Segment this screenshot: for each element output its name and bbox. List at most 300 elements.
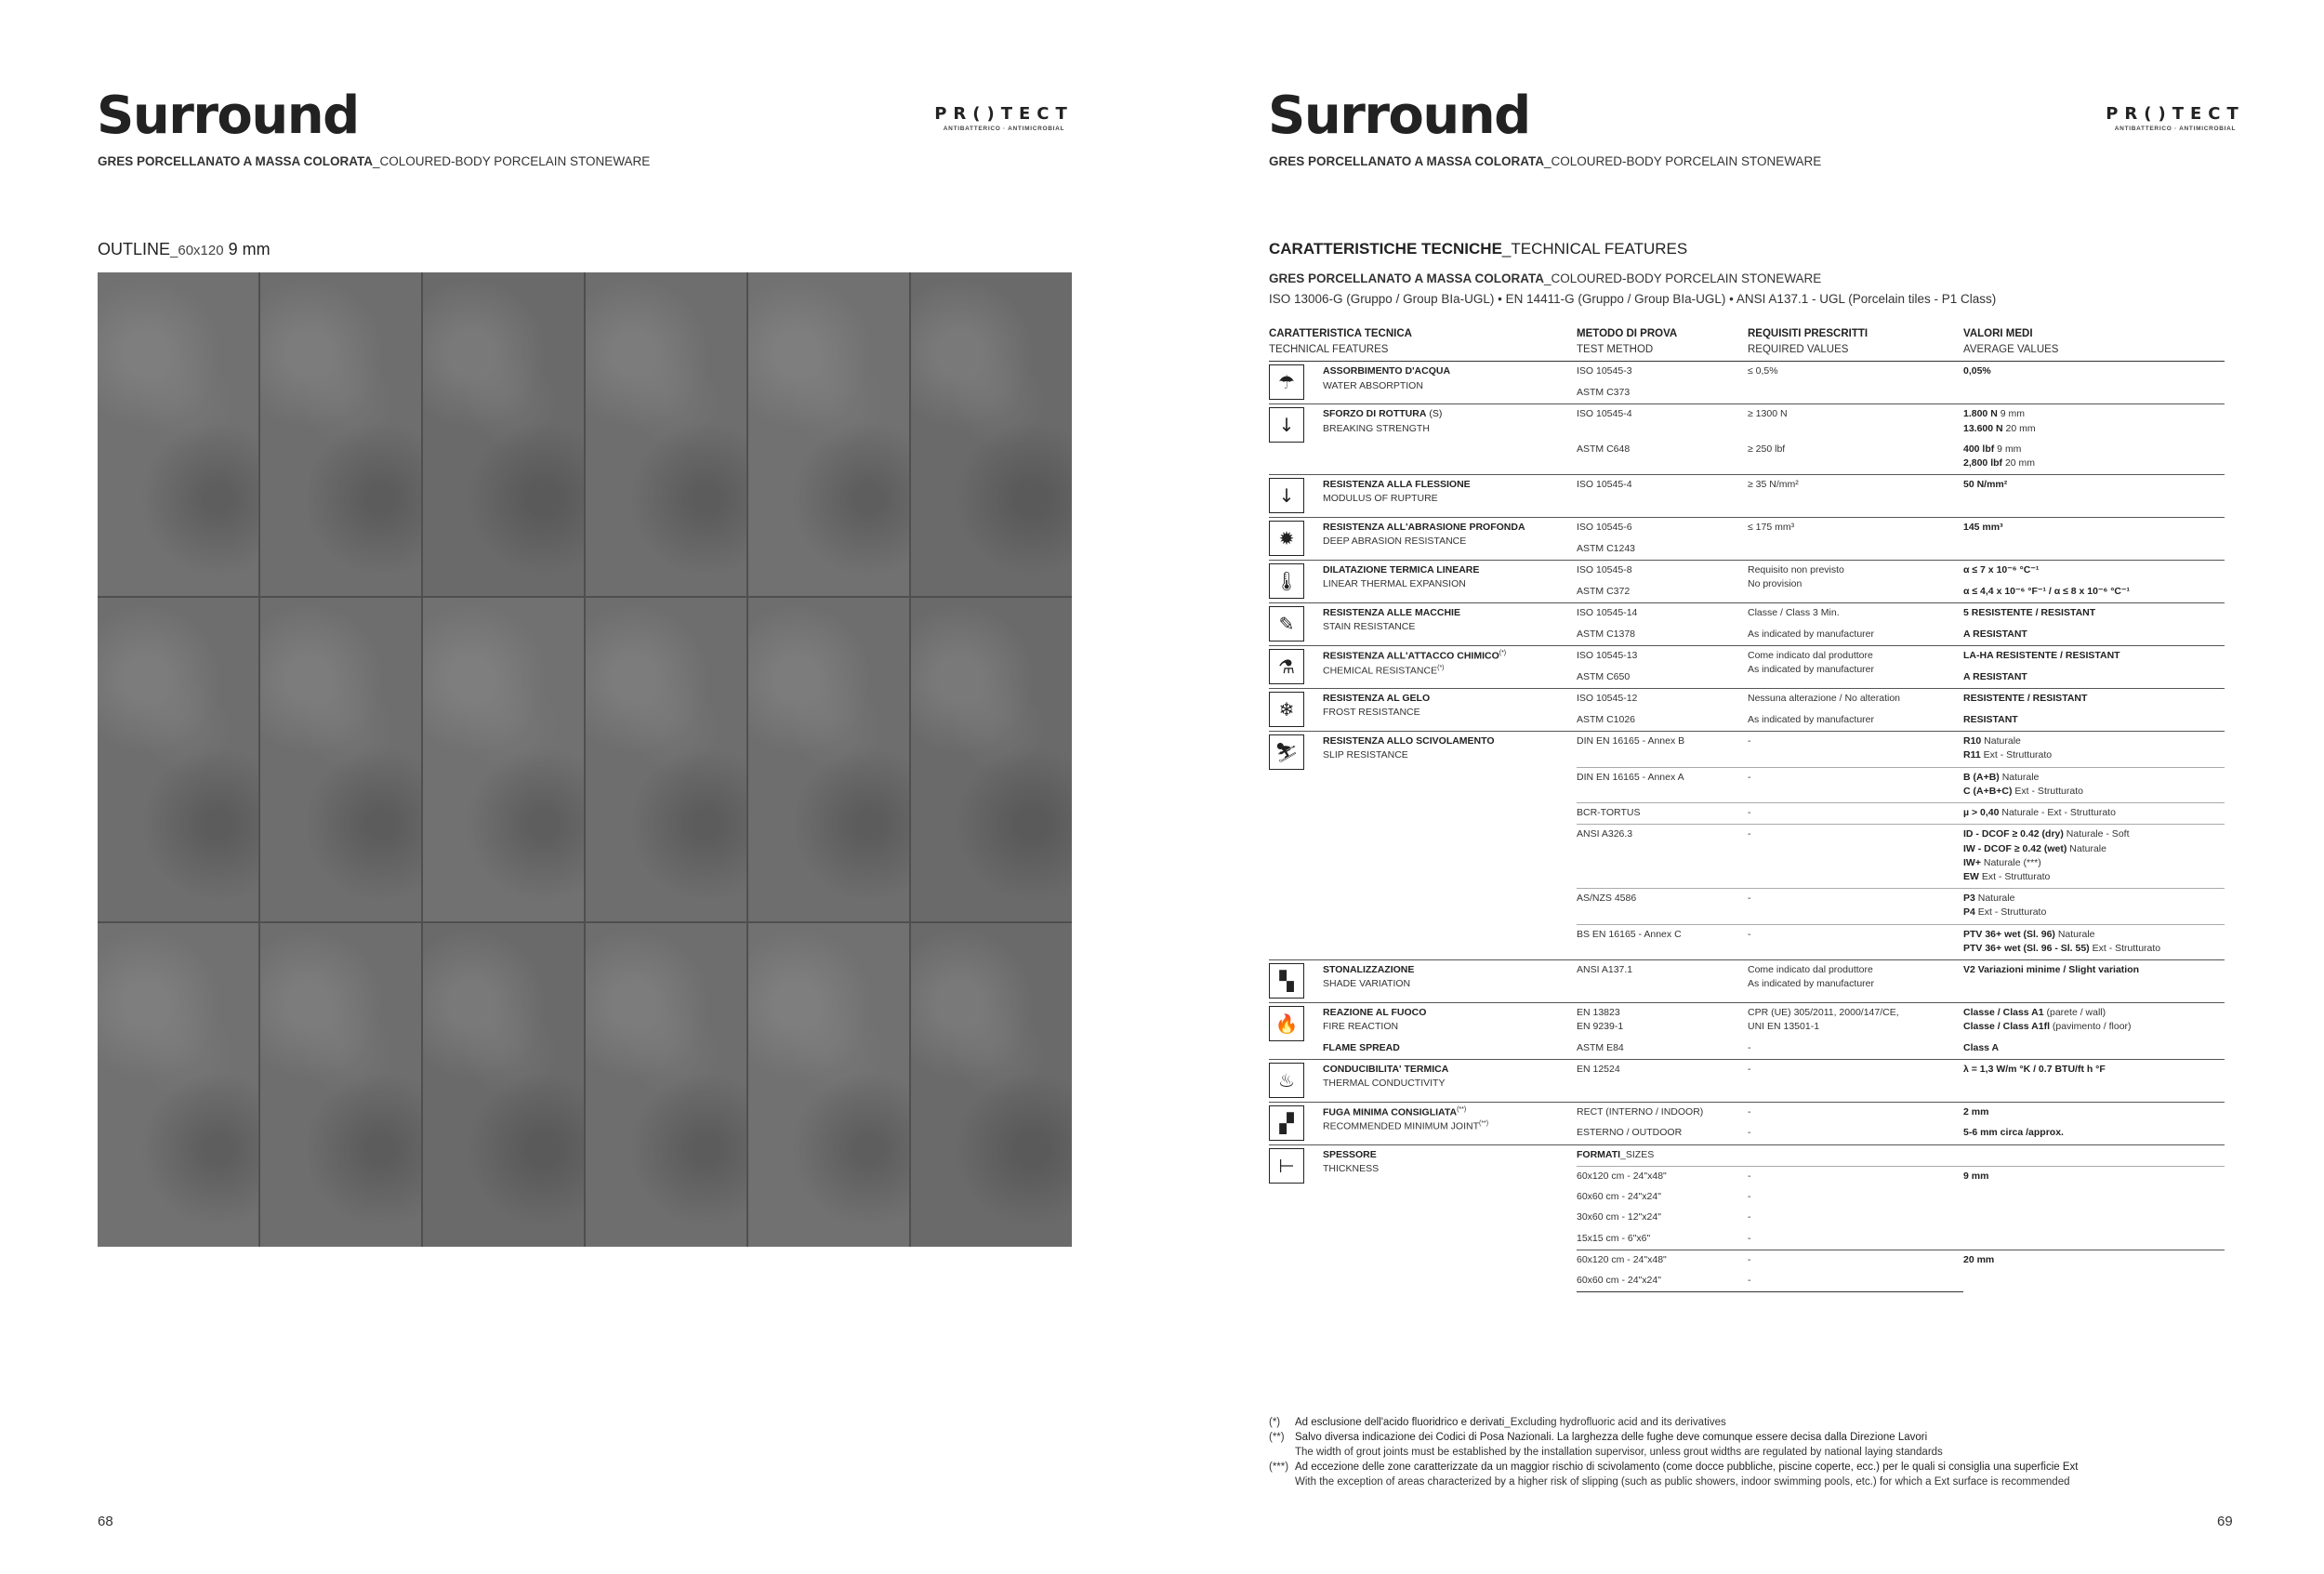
stain-en: STAIN RESISTANCE: [1323, 621, 1416, 633]
breaking-cell: [1269, 404, 1323, 475]
table-row: [1269, 603, 2225, 625]
slip-v4d: Ext - Strutturato: [1978, 870, 2051, 882]
slip-method-3: BCR-TORTUS: [1577, 803, 1748, 825]
water-en: WATER ABSORPTION: [1323, 379, 1423, 391]
outline-thickness: 9 mm: [223, 240, 271, 258]
umbrella-icon: ☂: [1269, 364, 1304, 400]
footnote-2-mark: (**): [1269, 1432, 1285, 1444]
frost-cell: [1269, 689, 1323, 732]
formats-bold: FORMATI: [1577, 1148, 1621, 1160]
thermal-feature: [1323, 561, 1577, 603]
tile: [911, 272, 1072, 596]
table-row: [1269, 960, 2225, 1003]
left-subtitle-rest: _COLOURED-BODY PORCELAIN STONEWARE: [373, 154, 651, 168]
thermal-name: DILATAZIONE TERMICA LINEARE: [1323, 564, 1480, 576]
slip-v1b: Ext - Strutturato: [1980, 749, 2053, 761]
breaking-v1a-bold: 1.800 N: [1963, 408, 1998, 420]
chemical-feature: [1323, 646, 1577, 689]
slip-v2b: Ext - Strutturato: [2012, 785, 2083, 797]
size-9-3: 15x15 cm - 6"x6": [1577, 1232, 1651, 1244]
slip-v1b-bold: R11: [1963, 749, 1981, 761]
chemical-cell: [1269, 646, 1323, 689]
thermal-value-2-text: α ≤ 4,4 x 10⁻⁶ °F⁻¹ / α ≤ 8 x 10⁻⁶ °C⁻¹: [1963, 585, 2131, 597]
empty-cell: [1963, 383, 2225, 404]
footnote-3-mark: (***): [1269, 1462, 1289, 1474]
frost-method-2: ASTM C1026: [1577, 713, 1636, 725]
thickness-name: SPESSORE: [1323, 1148, 1377, 1160]
tile: [260, 923, 421, 1247]
water-value-1-text: 0,05%: [1963, 365, 1991, 377]
fire-v1b: (pavimento / floor): [2050, 1021, 2132, 1033]
footnote-3: [1269, 1460, 2245, 1489]
heat-conductivity-icon: ♨: [1269, 1063, 1304, 1098]
header-method: [1577, 324, 1748, 362]
chemical-value-2-text: A RESISTANT: [1963, 670, 2027, 682]
chemical-en: CHEMICAL RESISTANCE: [1323, 665, 1438, 677]
shade-en: SHADE VARIATION: [1323, 978, 1411, 990]
slip-value-5: [1963, 889, 2225, 924]
right-protect-logo: [2101, 104, 2250, 132]
tile: [423, 598, 584, 921]
slip-cell: [1269, 732, 1323, 960]
shade-cell: [1269, 960, 1323, 1003]
frost-en: FROST RESISTANCE: [1323, 707, 1420, 719]
breaking-v2a: 9 mm: [1994, 443, 2022, 455]
table-row: [1269, 1003, 2225, 1038]
thermal-required-it: Requisito non previsto: [1748, 564, 1844, 576]
footnote-2: [1269, 1430, 2245, 1460]
thermal-value-2: [1963, 582, 2225, 603]
fire-icon: 🔥: [1269, 1006, 1304, 1041]
conduct-value-text: λ = 1,3 W/m °K / 0.7 BTU/ft h °F: [1963, 1063, 2106, 1075]
tile: [586, 598, 746, 921]
breaking-v2a-bold: 400 lbf: [1963, 443, 1995, 455]
empty-cell: [1748, 383, 1963, 404]
flame-feature: [1323, 1038, 1577, 1060]
left-subtitle: [98, 154, 650, 168]
chemical-sup: (*): [1499, 650, 1507, 657]
frost-value-1: [1963, 689, 2225, 710]
chemical-required: [1748, 646, 1963, 689]
slip-v6b: Ext - Strutturato: [2089, 942, 2161, 954]
thickness-9-value: [1963, 1166, 2225, 1250]
tile: [423, 272, 584, 596]
conduct-required: -: [1748, 1059, 1963, 1102]
flexion-feature: [1323, 475, 1577, 518]
stain-required-1: Classe / Class 3 Min.: [1748, 603, 1963, 625]
footnote-1: [1269, 1415, 2245, 1430]
slip-required-5: -: [1748, 889, 1963, 924]
flexion-required: ≥ 35 N/mm²: [1748, 475, 1963, 518]
tile: [423, 923, 584, 1247]
header-feature-it: CARATTERISTICA TECNICA: [1269, 328, 1412, 339]
table-row: [1269, 561, 2225, 582]
left-logo-sub: ANTIBATTERICO · ANTIMICROBIAL: [943, 126, 1065, 132]
flexion-method: ISO 10545-4: [1577, 475, 1748, 518]
chemical-value-2: [1963, 668, 2225, 689]
breaking-required-1: ≥ 1300 N: [1748, 404, 1963, 440]
joint-value-1: [1963, 1102, 2225, 1123]
tile: [260, 598, 421, 921]
tile-layout-image: [98, 272, 1072, 1247]
size-9-0-dash: -: [1748, 1166, 1963, 1187]
abrasion-value-text: 145 mm³: [1963, 522, 2003, 534]
table-row: [1269, 646, 2225, 668]
shade-name: STONALIZZAZIONE: [1323, 964, 1415, 976]
flexion-cell: [1269, 475, 1323, 518]
right-subtitle: [1269, 154, 1821, 168]
slip-v5a: Naturale: [1974, 893, 2015, 905]
flask-icon: ⚗: [1269, 649, 1304, 684]
breaking-method-2: ASTM C648: [1577, 443, 1631, 455]
formats-rest: _SIZES: [1620, 1148, 1655, 1160]
thermal-required: [1748, 561, 1963, 603]
abrasion-icon: ✹: [1269, 521, 1304, 556]
slip-method-2: DIN EN 16165 - Annex A: [1577, 767, 1748, 802]
slip-en: SLIP RESISTANCE: [1323, 749, 1408, 761]
footnote-1-mark: (*): [1269, 1417, 1281, 1428]
slip-v5b-bold: P4: [1963, 906, 1975, 919]
thermal-method-2: ASTM C372: [1577, 585, 1631, 597]
slip-required-6: -: [1748, 924, 1963, 959]
slip-v6a-bold: PTV 36+ wet (Sl. 96): [1963, 928, 2055, 940]
slip-icon: ⛷: [1269, 734, 1304, 770]
table-row: [1269, 1144, 2225, 1166]
conduct-en: THERMAL CONDUCTIVITY: [1323, 1077, 1446, 1089]
shade-method: ANSI A137.1: [1577, 960, 1748, 1003]
abrasion-name: RESISTENZA ALL'ABRASIONE PROFONDA: [1323, 522, 1525, 534]
conduct-method: EN 12524: [1577, 1059, 1748, 1102]
conduct-feature: [1323, 1059, 1577, 1102]
tile: [98, 598, 258, 921]
chemical-en-sup: (*): [1437, 664, 1445, 671]
thermal-required-en: No provision: [1748, 578, 1802, 590]
water-cell: [1269, 362, 1323, 404]
joint-value-2: [1963, 1123, 2225, 1144]
water-method-1: ISO 10545-3: [1577, 362, 1748, 383]
stain-value-2-text: A RESISTANT: [1963, 628, 2027, 640]
slip-method-1: DIN EN 16165 - Annex B: [1577, 732, 1748, 767]
breaking-strength-icon: ↓: [1269, 407, 1304, 443]
fire-required-1b: UNI EN 13501-1: [1748, 1021, 1820, 1033]
flexion-value: [1963, 475, 2225, 518]
flexion-icon: ↓: [1269, 478, 1304, 513]
slip-method-5: AS/NZS 4586: [1577, 889, 1748, 924]
water-value-1: [1963, 362, 2225, 383]
abrasion-required-1: ≤ 175 mm³: [1748, 518, 1963, 539]
flame-spread-name: FLAME SPREAD: [1323, 1041, 1400, 1053]
tech-title-bold: CARATTERISTICHE TECNICHE: [1269, 240, 1502, 258]
abrasion-cell: [1269, 518, 1323, 561]
table-row: [1269, 362, 2225, 383]
water-feature: [1323, 362, 1577, 404]
slip-value-2: [1963, 767, 2225, 802]
size-9-1-dash: -: [1748, 1191, 1751, 1203]
left-page-number: 68: [98, 1514, 113, 1529]
joint-sup: (**): [1457, 1105, 1467, 1113]
thermometer-icon: 🌡: [1269, 563, 1304, 599]
slip-v2b-bold: C (A+B+C): [1963, 785, 2013, 797]
flame-method: ASTM E84: [1577, 1041, 1624, 1053]
table-row: [1269, 475, 2225, 518]
chemical-required-it: Come indicato dal produttore: [1748, 650, 1873, 662]
header-average-it: VALORI MEDI: [1963, 328, 2033, 339]
right-page-number: 69: [2217, 1514, 2233, 1529]
slip-name: RESISTENZA ALLO SCIVOLAMENTO: [1323, 735, 1495, 747]
caliper-icon: ⊢: [1269, 1148, 1304, 1184]
fire-method-1: [1577, 1003, 1748, 1038]
breaking-name: SFORZO DI ROTTURA: [1323, 408, 1427, 420]
right-logo-sub: ANTIBATTERICO · ANTIMICROBIAL: [2114, 126, 2237, 132]
size-20-1-dash: -: [1748, 1271, 1963, 1292]
conduct-cell: [1269, 1059, 1323, 1102]
size-9-0: 60x120 cm - 24"x48": [1577, 1166, 1748, 1187]
abrasion-value-1: [1963, 518, 2225, 539]
breaking-v1a: 9 mm: [1997, 408, 2025, 420]
abrasion-method-2: ASTM C1243: [1577, 542, 1636, 554]
footnote-3-it: Ad eccezione delle zone caratterizzate da un maggior rischio di scivolamento (come docce pubbliche, piscine coperte, ecc.) per le quali si consiglia una superficie Ext: [1295, 1462, 2079, 1474]
footnote-1-it: Ad esclusione dell'acido fluoridrico e derivati: [1295, 1417, 1505, 1428]
header-required-it: REQUISITI PRESCRITTI: [1748, 328, 1868, 339]
tile: [911, 923, 1072, 1247]
slip-value-4: [1963, 825, 2225, 889]
flexion-en: MODULUS OF RUPTURE: [1323, 493, 1438, 505]
tech-title: [1269, 240, 1687, 258]
tile: [98, 923, 258, 1247]
thickness-cell: [1269, 1144, 1323, 1292]
flame-value-text: Class A: [1963, 1041, 2000, 1053]
shade-feature: [1323, 960, 1577, 1003]
header-feature: [1269, 324, 1577, 362]
header-average-en: AVERAGE VALUES: [1963, 343, 2059, 355]
joint-required-2: -: [1748, 1127, 1751, 1139]
stain-method-2: ASTM C1378: [1577, 628, 1636, 640]
joint-en: RECOMMENDED MINIMUM JOINT: [1323, 1120, 1479, 1132]
fire-value-1: [1963, 1003, 2225, 1038]
table-row: [1269, 732, 2225, 767]
thickness-9-text: 9 mm: [1963, 1170, 1989, 1182]
tech-subtitle-bold: GRES PORCELLANATO A MASSA COLORATA: [1269, 271, 1544, 285]
shade-value-text: V2 Variazioni minime / Slight variation: [1963, 964, 2140, 976]
table-row: [1269, 404, 2225, 440]
fire-v1b-bold: Classe / Class A1fl: [1963, 1021, 2050, 1033]
right-subtitle-bold: GRES PORCELLANATO A MASSA COLORATA: [1269, 154, 1544, 168]
tech-subtitle-rest: _COLOURED-BODY PORCELAIN STONEWARE: [1544, 271, 1822, 285]
slip-v1a: Naturale: [1981, 735, 2021, 747]
footnote-2-en: The width of grout joints must be established by the installation supervisor, unless grout widths are regulated by national laying standards: [1295, 1447, 1943, 1459]
fire-cell: [1269, 1003, 1323, 1060]
joint-name: FUGA MINIMA CONSIGLIATA: [1323, 1106, 1458, 1118]
stain-value-1: [1963, 603, 2225, 625]
breaking-name-s: (S): [1426, 408, 1443, 420]
joint-method-1: RECT (INTERNO / INDOOR): [1577, 1102, 1748, 1123]
slip-v4b: Naturale: [2067, 842, 2106, 854]
tile: [748, 598, 909, 921]
chemical-method-1: ISO 10545-13: [1577, 646, 1748, 668]
footnote-2-it: Salvo diversa indicazione dei Codici di Posa Nazionali. La larghezza delle fughe deve comunque essere decisa dalla Direzione Lavori: [1295, 1432, 1928, 1444]
tile: [748, 923, 909, 1247]
fire-v1a-bold: Classe / Class A1: [1963, 1007, 2044, 1019]
fire-method-1a: EN 13823: [1577, 1007, 1620, 1019]
thickness-en: THICKNESS: [1323, 1162, 1380, 1174]
conduct-name: CONDUCIBILITA' TERMICA: [1323, 1063, 1449, 1075]
snowflake-icon: ❄: [1269, 692, 1304, 727]
breaking-v1b-bold: 13.600 N: [1963, 422, 2003, 434]
tile: [260, 272, 421, 596]
joint-required-1: -: [1748, 1102, 1963, 1123]
header-method-it: METODO DI PROVA: [1577, 328, 1678, 339]
tech-table: [1269, 324, 2225, 1292]
flame-value: [1963, 1038, 2225, 1060]
breaking-required-2: ≥ 250 lbf: [1748, 443, 1786, 455]
table-header: [1269, 324, 2225, 362]
footnote-3-en: With the exception of areas characterized by a higher risk of slipping (such as public showers, indoor swimming pools, etc.) for which a Ext surface is recommended: [1295, 1476, 2070, 1488]
chemical-value-1: [1963, 646, 2225, 668]
empty-cell: [1963, 539, 2225, 561]
table-row: [1269, 689, 2225, 710]
thermal-en: LINEAR THERMAL EXPANSION: [1323, 578, 1466, 590]
frost-method-1: ISO 10545-12: [1577, 689, 1748, 710]
thickness-20-text: 20 mm: [1963, 1253, 1995, 1265]
abrasion-feature: [1323, 518, 1577, 561]
shade-required: [1748, 960, 1963, 1003]
breaking-v1b: 20 mm: [2002, 422, 2036, 434]
joint-value-2-text: 5-6 mm circa /approx.: [1963, 1127, 2064, 1139]
fire-method-1b: EN 9239-1: [1577, 1021, 1624, 1033]
thermal-value-1: [1963, 561, 2225, 582]
joint-value-1-text: 2 mm: [1963, 1105, 1989, 1118]
chemical-method-2: ASTM C650: [1577, 670, 1631, 682]
stain-feature: [1323, 603, 1577, 646]
tile: [586, 923, 746, 1247]
right-subtitle-rest: _COLOURED-BODY PORCELAIN STONEWARE: [1544, 154, 1822, 168]
left-protect-logo: [930, 104, 1078, 132]
stain-value-2: [1963, 625, 2225, 646]
breaking-v2b-bold: 2,800 lbf: [1963, 457, 2003, 469]
stain-value-1-text: 5 RESISTENTE / RESISTANT: [1963, 607, 2096, 619]
left-title: Surround: [97, 86, 359, 146]
breaking-en: BREAKING STRENGTH: [1323, 422, 1430, 434]
header-feature-en: TECHNICAL FEATURES: [1269, 343, 1389, 355]
header-required-en: REQUIRED VALUES: [1748, 343, 1849, 355]
fire-required-1a: CPR (UE) 305/2011, 2000/147/CE,: [1748, 1007, 1899, 1019]
outline-name: OUTLINE: [98, 240, 171, 258]
shade-required-en: As indicated by manufacturer: [1748, 978, 1874, 990]
breaking-method-1: ISO 10545-4: [1577, 404, 1748, 440]
slip-v4d-bold: EW: [1963, 870, 1979, 882]
water-required-1: ≤ 0,5%: [1748, 362, 1963, 383]
right-title: Surround: [1268, 86, 1530, 146]
slip-feature: [1323, 732, 1577, 960]
slip-v4c: Naturale (***): [1980, 856, 2041, 868]
fire-required-1: [1748, 1003, 1963, 1038]
fire-feature: [1323, 1003, 1577, 1038]
checkerboard-icon: ▚: [1269, 963, 1304, 999]
joint-cell: [1269, 1102, 1323, 1144]
empty-cell: [1748, 539, 1963, 561]
slip-value-1: [1963, 732, 2225, 767]
shade-required-it: Come indicato dal produttore: [1748, 964, 1873, 976]
stain-name: RESISTENZA ALLE MACCHIE: [1323, 607, 1460, 619]
footnote-1-en: _Excluding hydrofluoric acid and its derivatives: [1504, 1417, 1726, 1428]
flexion-name: RESISTENZA ALLA FLESSIONE: [1323, 479, 1471, 491]
thickness-20-value: [1963, 1250, 2225, 1291]
slip-v5b: Ext - Strutturato: [1974, 906, 2047, 919]
right-logo-main: PR()TECT: [2106, 104, 2245, 124]
size-20-1: 60x60 cm - 24"x24": [1577, 1271, 1748, 1292]
slip-required-2: -: [1748, 767, 1963, 802]
tile: [748, 272, 909, 596]
tech-title-rest: _TECHNICAL FEATURES: [1501, 240, 1688, 258]
slip-v4a-bold: ID - DCOF ≥ 0.42 (dry): [1963, 828, 2064, 840]
frost-value-1-text: RESISTENTE / RESISTANT: [1963, 693, 2088, 705]
slip-v6b-bold: PTV 36+ wet (Sl. 96 - Sl. 55): [1963, 942, 2090, 954]
slip-v4b-bold: IW - DCOF ≥ 0.42 (wet): [1963, 842, 2067, 854]
joint-feature: [1323, 1102, 1577, 1144]
slip-v3-bold: µ > 0,40: [1963, 807, 2000, 819]
formats-header: [1577, 1144, 2225, 1166]
slip-v2a-bold: B (A+B): [1963, 771, 2000, 783]
joint-method-2: ESTERNO / OUTDOOR: [1577, 1127, 1683, 1139]
slip-v4c-bold: IW+: [1963, 856, 1981, 868]
slip-required-1: -: [1748, 732, 1963, 767]
conduct-value: [1963, 1059, 2225, 1102]
size-20-0-dash: -: [1748, 1250, 1963, 1271]
water-method-2: ASTM C373: [1577, 386, 1631, 398]
tile: [911, 598, 1072, 921]
chemical-required-en: As indicated by manufacturer: [1748, 664, 1874, 676]
footnotes: [1269, 1415, 2245, 1489]
thermal-method-1: ISO 10545-8: [1577, 561, 1748, 582]
flame-required: -: [1748, 1041, 1751, 1053]
thermal-value-1-text: α ≤ 7 x 10⁻⁶ °C⁻¹: [1963, 564, 2040, 576]
chemical-name: RESISTENZA ALL'ATTACCO CHIMICO: [1323, 650, 1499, 662]
standards-line: ISO 13006-G (Gruppo / Group BIa-UGL) • EN 14411-G (Gruppo / Group BIa-UGL) • ANSI A137.1 - UGL (Porcelain tiles - P1 Class): [1269, 292, 1997, 306]
stain-cell: [1269, 603, 1323, 646]
flexion-value-text: 50 N/mm²: [1963, 479, 2008, 491]
tech-subtitle: [1269, 271, 1821, 285]
slip-required-3: -: [1748, 803, 1963, 825]
size-9-2: 30x60 cm - 12"x24": [1577, 1211, 1661, 1223]
tile: [586, 272, 746, 596]
shade-value: [1963, 960, 2225, 1003]
table-row: [1269, 1059, 2225, 1102]
table-row: [1269, 1038, 2225, 1060]
slip-v2a: Naturale: [1999, 771, 2040, 783]
slip-v4a: Naturale - Soft: [2063, 828, 2130, 840]
left-subtitle-bold: GRES PORCELLANATO A MASSA COLORATA: [98, 154, 373, 168]
slip-value-6: [1963, 924, 2225, 959]
frost-required-1: Nessuna alterazione / No alteration: [1748, 689, 1963, 710]
header-required: [1748, 324, 1963, 362]
header-average: [1963, 324, 2225, 362]
frost-feature: [1323, 689, 1577, 732]
tile: [98, 272, 258, 596]
slip-v5a-bold: P3: [1963, 893, 1975, 905]
abrasion-method-1: ISO 10545-6: [1577, 518, 1748, 539]
table-row: [1269, 518, 2225, 539]
header-method-en: TEST METHOD: [1577, 343, 1654, 355]
left-logo-main: PR()TECT: [934, 104, 1074, 124]
fire-name: REAZIONE AL FUOCO: [1323, 1007, 1427, 1019]
breaking-value-2: [1963, 440, 2225, 475]
fire-en: FIRE REACTION: [1323, 1021, 1399, 1033]
stain-required-2: As indicated by manufacturer: [1748, 628, 1874, 640]
slip-v1a-bold: R10: [1963, 735, 1982, 747]
slip-v6a: Naturale: [2054, 928, 2095, 940]
frost-required-2: As indicated by manufacturer: [1748, 713, 1874, 725]
chemical-value-1-text: LA-HA RESISTENTE / RESISTANT: [1963, 650, 2120, 662]
